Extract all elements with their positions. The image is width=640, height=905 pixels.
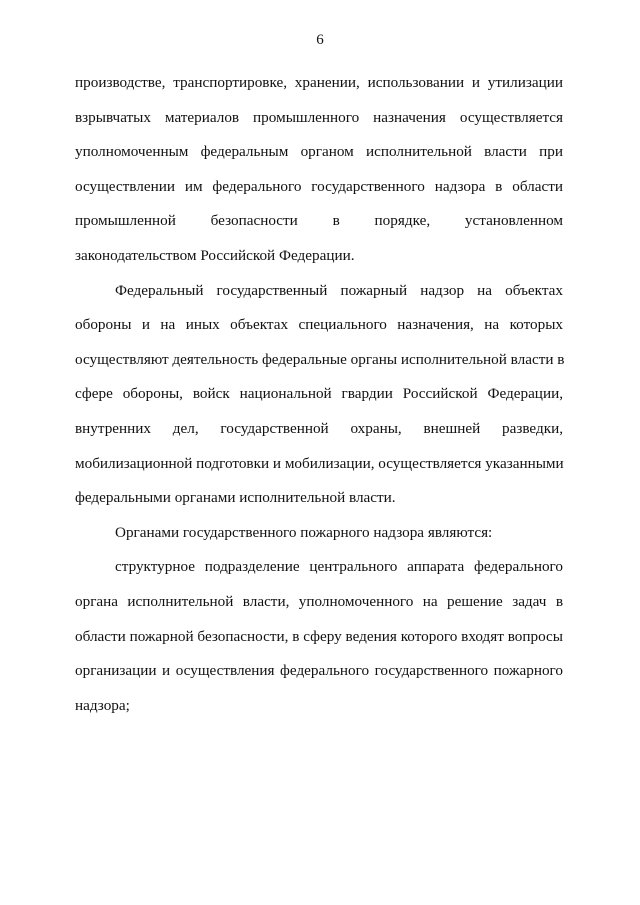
text-line: осуществлении им федерального государственного надзора в области [75, 177, 563, 195]
document-body [75, 66, 563, 723]
text-line: законодательством Российской Федерации. [75, 246, 355, 264]
text-line: внутренних дел, государственной охраны, внешней разведки, [75, 419, 563, 437]
text-line: надзора; [75, 696, 130, 714]
text-line: организации и осуществления федерального государственного пожарного [75, 662, 563, 680]
text-line: осуществляют деятельность федеральные органы исполнительной власти в [75, 350, 565, 368]
text-line: Органами государственного пожарного надзора являются: [115, 523, 493, 541]
paragraph-4 [75, 550, 563, 723]
paragraph-1 [75, 66, 563, 274]
text-line: федеральными органами исполнительной власти. [75, 489, 396, 507]
text-line: органа исполнительной власти, уполномоченного на решение задач в [75, 592, 563, 610]
text-line: структурное подразделение центрального аппарата федерального [115, 558, 563, 576]
text-line: сфере обороны, войск национальной гвардии Российской Федерации, [75, 385, 563, 403]
text-line: производстве, транспортировке, хранении, использовании и утилизации [75, 74, 563, 91]
text-line: взрывчатых материалов промышленного назначения осуществляется [75, 108, 563, 126]
text-line: Федеральный государственный пожарный надзор на объектах [115, 281, 563, 299]
text-line: уполномоченным федеральным органом исполнительной власти при [75, 143, 563, 161]
text-line: промышленной безопасности в порядке, установленном [75, 212, 563, 230]
paragraph-2 [75, 274, 563, 516]
text-line: мобилизационной подготовки и мобилизации, осуществляется указанными [75, 454, 564, 472]
page-number: 6 [316, 32, 324, 48]
text-line: области пожарной безопасности, в сферу ведения которого входят вопросы [75, 627, 563, 645]
text-line: обороны и на иных объектах специального назначения, на которых [75, 316, 563, 334]
paragraph-3 [75, 516, 563, 551]
